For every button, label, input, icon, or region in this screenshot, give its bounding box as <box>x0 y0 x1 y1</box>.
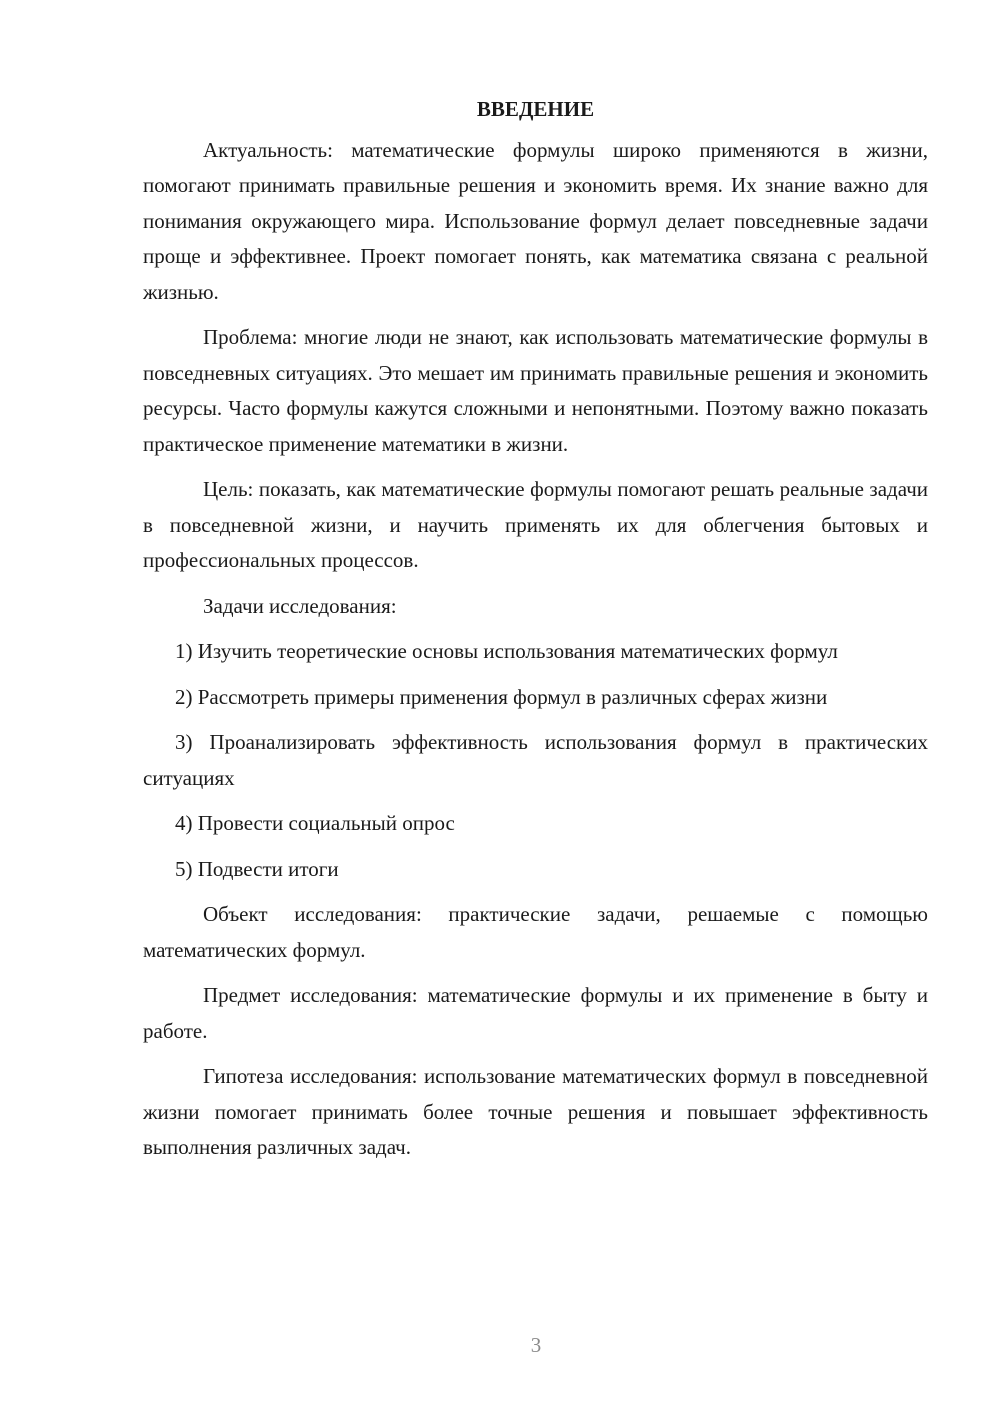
problem-paragraph: Проблема: многие люди не знают, как использовать математические формулы в повседневных ситуациях. Это мешает им принимать правильные решения и экономить ресурсы. Часто формулы кажутся сложными и непонятными. Поэтому важно показать практическое применение математики в жизни. <box>143 325 928 456</box>
page-content <box>143 92 928 1176</box>
relevance-paragraph: Актуальность: математические формулы широко применяются в жизни, помогают принимать правильные решения и экономить время. Их знание важно для понимания окружающего мира. Использование формул делает повседневные задачи проще и эффективнее. Проект помогает понять, как математика связана с реальной жизнью. <box>143 137 928 304</box>
tasks-title: Задачи исследования: <box>203 593 397 618</box>
task-item: 3) Проанализировать эффективность использования формул в практических ситуациях <box>143 730 928 790</box>
task-item: 4) Провести социальный опрос <box>175 811 455 835</box>
section-heading: ВВЕДЕНИЕ <box>476 97 595 121</box>
task-item: 5) Подвести итоги <box>175 856 339 881</box>
task-item: 2) Рассмотреть примеры применения формул в различных сферах жизни <box>175 684 828 709</box>
subject-paragraph: Предмет исследования: математические формулы и их применение в быту и работе. <box>143 983 928 1043</box>
hypothesis-paragraph: Гипотеза исследования: использование математических формул в повседневной жизни помогает принимать более точные решения и повышает эффективность выполнения различных задач. <box>143 1064 928 1159</box>
page-number: 3 <box>530 1333 542 1357</box>
goal-paragraph: Цель: показать, как математические формулы помогают решать реальные задачи в повседневной жизни, и научить применять их для облегчения бытовых и профессиональных процессов. <box>143 477 928 572</box>
object-paragraph: Объект исследования: практические задачи, решаемые с помощью математических формул. <box>143 902 928 962</box>
task-item: 1) Изучить теоретические основы использования математических формул <box>175 639 838 663</box>
